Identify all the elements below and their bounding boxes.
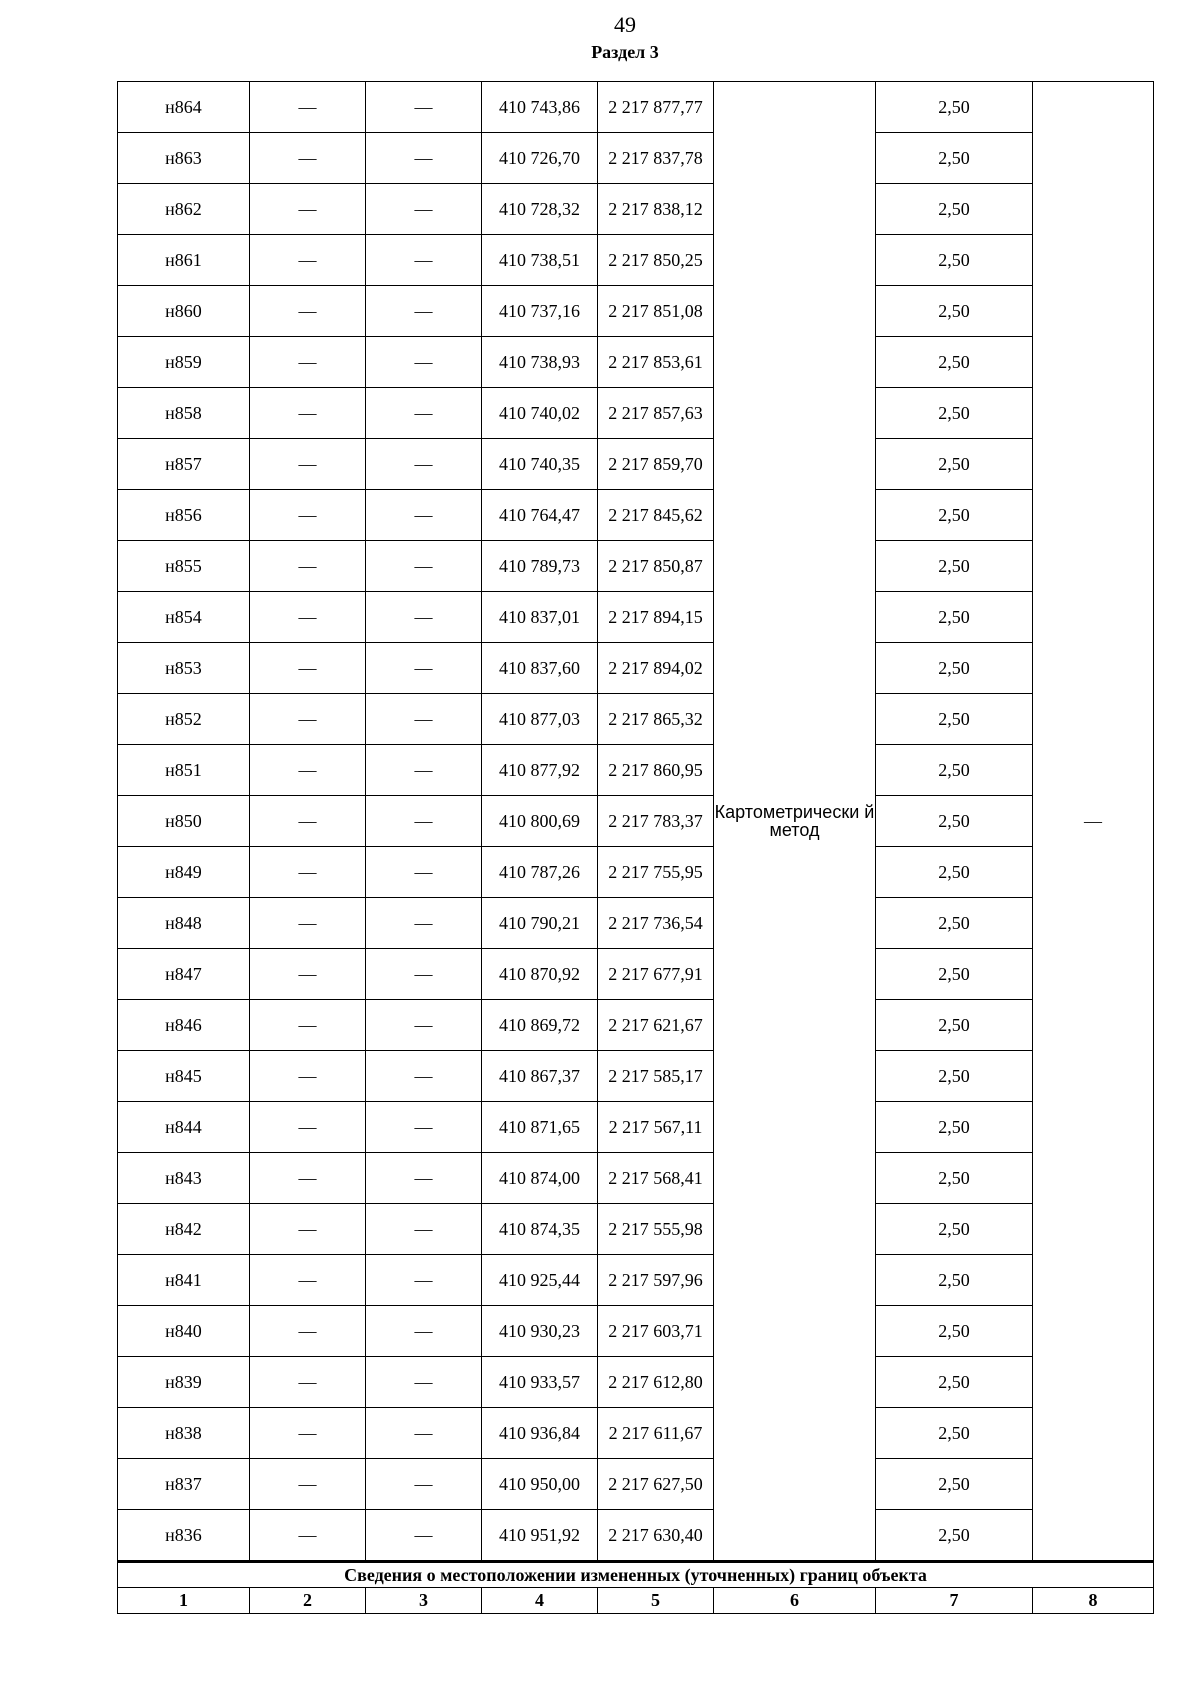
x-coordinate-cell: 410 871,65 [482,1102,598,1153]
col2-cell: — [250,1306,366,1357]
precision-cell: 2,50 [876,1102,1033,1153]
table-row [118,133,1154,184]
precision-cell: 2,50 [876,541,1033,592]
col2-cell: — [250,184,366,235]
y-coordinate-cell: 2 217 837,78 [598,133,714,184]
precision-cell: 2,50 [876,898,1033,949]
point-cell: н851 [118,745,250,796]
col3-cell: — [366,541,482,592]
y-coordinate-cell: 2 217 555,98 [598,1204,714,1255]
point-cell: н860 [118,286,250,337]
column-number-cell: 7 [876,1588,1033,1614]
precision-cell: 2,50 [876,1051,1033,1102]
x-coordinate-cell: 410 740,02 [482,388,598,439]
y-coordinate-cell: 2 217 865,32 [598,694,714,745]
x-coordinate-cell: 410 790,21 [482,898,598,949]
col2-cell: — [250,388,366,439]
y-coordinate-cell: 2 217 859,70 [598,439,714,490]
col2-cell: — [250,898,366,949]
col2-cell: — [250,643,366,694]
column-number-cell: 3 [366,1588,482,1614]
y-coordinate-cell: 2 217 567,11 [598,1102,714,1153]
col2-cell: — [250,745,366,796]
point-cell: н848 [118,898,250,949]
table-row [118,184,1154,235]
x-coordinate-cell: 410 738,51 [482,235,598,286]
point-cell: н840 [118,1306,250,1357]
col3-cell: — [366,592,482,643]
x-coordinate-cell: 410 837,01 [482,592,598,643]
x-coordinate-cell: 410 737,16 [482,286,598,337]
table-row [118,1306,1154,1357]
y-coordinate-cell: 2 217 877,77 [598,82,714,133]
x-coordinate-cell: 410 877,92 [482,745,598,796]
table-row [118,82,1154,133]
y-coordinate-cell: 2 217 603,71 [598,1306,714,1357]
table-row [118,1459,1154,1510]
point-cell: н838 [118,1408,250,1459]
col3-cell: — [366,1051,482,1102]
x-coordinate-cell: 410 933,57 [482,1357,598,1408]
col2-cell: — [250,1204,366,1255]
precision-cell: 2,50 [876,1204,1033,1255]
col3-cell: — [366,949,482,1000]
point-cell: н843 [118,1153,250,1204]
col3-cell: — [366,490,482,541]
point-cell: н864 [118,82,250,133]
y-coordinate-cell: 2 217 621,67 [598,1000,714,1051]
col2-cell: — [250,1255,366,1306]
col2-cell: — [250,592,366,643]
point-cell: н852 [118,694,250,745]
point-cell: н858 [118,388,250,439]
point-cell: н857 [118,439,250,490]
col2-cell: — [250,847,366,898]
col3-cell: — [366,133,482,184]
table-row [118,541,1154,592]
x-coordinate-cell: 410 877,03 [482,694,598,745]
table-row [118,1357,1154,1408]
point-cell: н845 [118,1051,250,1102]
summary-row [118,1562,1154,1588]
col2-cell: — [250,1000,366,1051]
col3-cell: — [366,796,482,847]
point-cell: н855 [118,541,250,592]
y-coordinate-cell: 2 217 857,63 [598,388,714,439]
y-coordinate-cell: 2 217 853,61 [598,337,714,388]
table-row [118,898,1154,949]
point-cell: н844 [118,1102,250,1153]
column-number-cell: 8 [1033,1588,1154,1614]
section-title: Раздел 3 [591,42,659,62]
table-row [118,235,1154,286]
col3-cell: — [366,235,482,286]
point-cell: н841 [118,1255,250,1306]
table-row [118,847,1154,898]
x-coordinate-cell: 410 869,72 [482,1000,598,1051]
col2-cell: — [250,949,366,1000]
x-coordinate-cell: 410 951,92 [482,1510,598,1562]
x-coordinate-cell: 410 837,60 [482,643,598,694]
col3-cell: — [366,1357,482,1408]
col3-cell: — [366,1204,482,1255]
y-coordinate-cell: 2 217 597,96 [598,1255,714,1306]
column-number-cell: 5 [598,1588,714,1614]
precision-cell: 2,50 [876,949,1033,1000]
y-coordinate-cell: 2 217 860,95 [598,745,714,796]
y-coordinate-cell: 2 217 568,41 [598,1153,714,1204]
point-cell: н859 [118,337,250,388]
col2-cell: — [250,286,366,337]
col3-cell: — [366,184,482,235]
col3-cell: — [366,1102,482,1153]
col2-cell: — [250,1357,366,1408]
col3-cell: — [366,694,482,745]
precision-cell: 2,50 [876,1153,1033,1204]
precision-cell: 2,50 [876,694,1033,745]
col2-cell: — [250,796,366,847]
col2-cell: — [250,337,366,388]
y-coordinate-cell: 2 217 677,91 [598,949,714,1000]
y-coordinate-cell: 2 217 838,12 [598,184,714,235]
table-row [118,1255,1154,1306]
x-coordinate-cell: 410 728,32 [482,184,598,235]
y-coordinate-cell: 2 217 850,25 [598,235,714,286]
x-coordinate-cell: 410 930,23 [482,1306,598,1357]
col2-cell: — [250,490,366,541]
point-cell: н850 [118,796,250,847]
point-cell: н862 [118,184,250,235]
y-coordinate-cell: 2 217 845,62 [598,490,714,541]
precision-cell: 2,50 [876,796,1033,847]
table-row [118,388,1154,439]
precision-cell: 2,50 [876,1408,1033,1459]
precision-cell: 2,50 [876,337,1033,388]
precision-cell: 2,50 [876,1510,1033,1562]
table-row [118,1153,1154,1204]
col2-cell: — [250,1153,366,1204]
x-coordinate-cell: 410 800,69 [482,796,598,847]
precision-cell: 2,50 [876,1255,1033,1306]
x-coordinate-cell: 410 936,84 [482,1408,598,1459]
col3-cell: — [366,1510,482,1562]
column-numbers-row [118,1588,1154,1614]
col3-cell: — [366,1153,482,1204]
col2-cell: — [250,1510,366,1562]
x-coordinate-cell: 410 925,44 [482,1255,598,1306]
precision-cell: 2,50 [876,745,1033,796]
col3-cell: — [366,82,482,133]
precision-cell: 2,50 [876,490,1033,541]
x-coordinate-cell: 410 738,93 [482,337,598,388]
y-coordinate-cell: 2 217 850,87 [598,541,714,592]
column-number-cell: 6 [714,1588,876,1614]
precision-cell: 2,50 [876,1000,1033,1051]
col2-cell: — [250,541,366,592]
point-cell: н853 [118,643,250,694]
precision-cell: 2,50 [876,1357,1033,1408]
col2-cell: — [250,694,366,745]
column-number-cell: 1 [118,1588,250,1614]
x-coordinate-cell: 410 789,73 [482,541,598,592]
point-cell: н842 [118,1204,250,1255]
table-row [118,439,1154,490]
col3-cell: — [366,1459,482,1510]
y-coordinate-cell: 2 217 627,50 [598,1459,714,1510]
point-cell: н839 [118,1357,250,1408]
table-row [118,490,1154,541]
point-cell: н856 [118,490,250,541]
x-coordinate-cell: 410 740,35 [482,439,598,490]
precision-cell: 2,50 [876,847,1033,898]
x-coordinate-cell: 410 764,47 [482,490,598,541]
table-row [118,745,1154,796]
x-coordinate-cell: 410 787,26 [482,847,598,898]
point-cell: н863 [118,133,250,184]
x-coordinate-cell: 410 867,37 [482,1051,598,1102]
precision-cell: 2,50 [876,388,1033,439]
col3-cell: — [366,898,482,949]
precision-cell: 2,50 [876,235,1033,286]
table-row [118,1408,1154,1459]
col3-cell: — [366,337,482,388]
y-coordinate-cell: 2 217 612,80 [598,1357,714,1408]
col8-cell: — [1033,82,1154,1562]
coordinates-rows [118,82,1154,1562]
col3-cell: — [366,1306,482,1357]
table-row [118,694,1154,745]
col2-cell: — [250,1051,366,1102]
table-row [118,1102,1154,1153]
col2-cell: — [250,1408,366,1459]
y-coordinate-cell: 2 217 585,17 [598,1051,714,1102]
precision-cell: 2,50 [876,82,1033,133]
x-coordinate-cell: 410 726,70 [482,133,598,184]
x-coordinate-cell: 410 743,86 [482,82,598,133]
point-cell: н861 [118,235,250,286]
page-number: 49 [614,12,636,37]
x-coordinate-cell: 410 870,92 [482,949,598,1000]
precision-cell: 2,50 [876,1306,1033,1357]
x-coordinate-cell: 410 874,00 [482,1153,598,1204]
y-coordinate-cell: 2 217 851,08 [598,286,714,337]
precision-cell: 2,50 [876,643,1033,694]
precision-cell: 2,50 [876,286,1033,337]
method-cell: Картометрически й метод [714,82,876,1562]
col3-cell: — [366,439,482,490]
col2-cell: — [250,133,366,184]
precision-cell: 2,50 [876,133,1033,184]
precision-cell: 2,50 [876,1459,1033,1510]
col3-cell: — [366,1408,482,1459]
y-coordinate-cell: 2 217 755,95 [598,847,714,898]
y-coordinate-cell: 2 217 736,54 [598,898,714,949]
coordinates-table [117,81,1154,1614]
x-coordinate-cell: 410 874,35 [482,1204,598,1255]
col3-cell: — [366,847,482,898]
precision-cell: 2,50 [876,592,1033,643]
point-cell: н847 [118,949,250,1000]
y-coordinate-cell: 2 217 894,02 [598,643,714,694]
col2-cell: — [250,82,366,133]
table-row [118,337,1154,388]
column-number-cell: 4 [482,1588,598,1614]
table-row [118,949,1154,1000]
table-row [118,1000,1154,1051]
x-coordinate-cell: 410 950,00 [482,1459,598,1510]
table-row [118,1051,1154,1102]
y-coordinate-cell: 2 217 630,40 [598,1510,714,1562]
y-coordinate-cell: 2 217 783,37 [598,796,714,847]
table-row [118,796,1154,847]
y-coordinate-cell: 2 217 894,15 [598,592,714,643]
table-row [118,1510,1154,1562]
table-row [118,1204,1154,1255]
point-cell: н836 [118,1510,250,1562]
point-cell: н854 [118,592,250,643]
table-row [118,592,1154,643]
y-coordinate-cell: 2 217 611,67 [598,1408,714,1459]
precision-cell: 2,50 [876,184,1033,235]
col3-cell: — [366,1000,482,1051]
summary-title: Сведения о местоположении измененных (уточненных) границ объекта [118,1562,1154,1588]
col3-cell: — [366,286,482,337]
col3-cell: — [366,388,482,439]
col2-cell: — [250,1102,366,1153]
col3-cell: — [366,1255,482,1306]
point-cell: н846 [118,1000,250,1051]
col3-cell: — [366,643,482,694]
table-row [118,286,1154,337]
col2-cell: — [250,439,366,490]
precision-cell: 2,50 [876,439,1033,490]
col3-cell: — [366,745,482,796]
col2-cell: — [250,1459,366,1510]
table-row [118,643,1154,694]
point-cell: н849 [118,847,250,898]
col2-cell: — [250,235,366,286]
column-number-cell: 2 [250,1588,366,1614]
point-cell: н837 [118,1459,250,1510]
